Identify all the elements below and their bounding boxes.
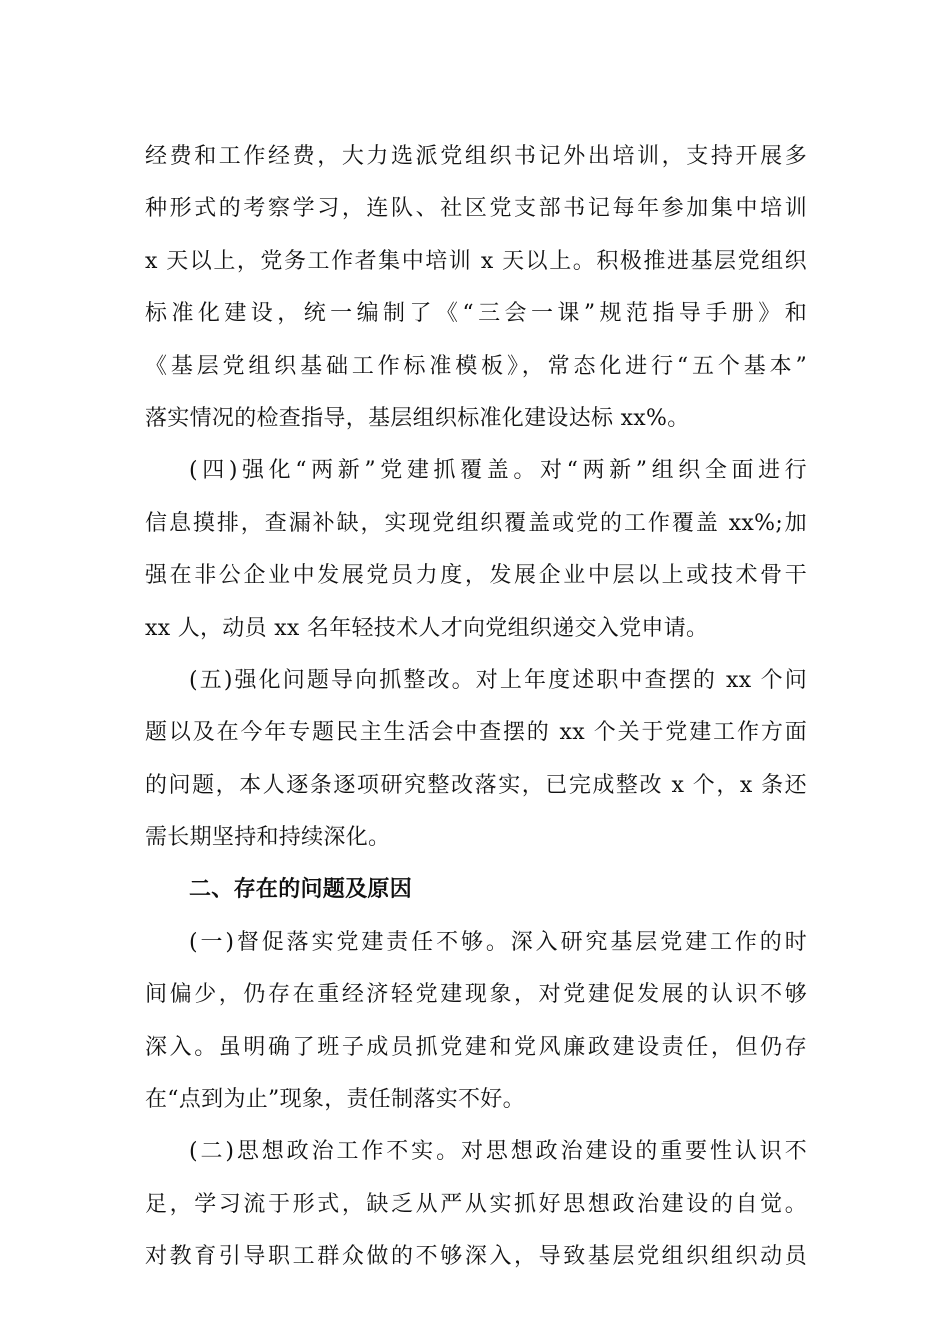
paragraph-start-line: (五)强化问题导向抓整改。对上年度述职中查摆的 xx 个问 [189,667,807,693]
text-line: 深入。虽明确了班子成员抓党建和党风廉政建设责任，但仍存 [145,1034,807,1060]
text-line: 足，学习流于形式，缺乏从严从实抓好思想政治建设的自觉。 [145,1191,807,1217]
text-line: 的问题，本人逐条逐项研究整改落实，已完成整改 x 个，x 条还 [145,772,807,798]
text-line: xx 人，动员 xx 名年轻技术人才向党组织递交入党申请。 [145,615,709,641]
section-heading: 二、存在的问题及原因 [189,877,413,903]
paragraph-start-line: (四)强化“两新”党建抓覆盖。对“两新”组织全面进行 [189,458,807,484]
text-line: 在“点到为止”现象，责任制落实不好。 [145,1087,525,1113]
paragraph-start-line: (二)思想政治工作不实。对思想政治建设的重要性认识不 [189,1139,807,1165]
text-line: 题以及在今年专题民主生活会中查摆的 xx 个关于党建工作方面 [145,720,807,746]
document-body [145,131,807,1284]
text-line: 标准化建设，统一编制了《“三会一课”规范指导手册》和 [145,301,807,327]
text-line: x 天以上，党务工作者集中培训 x 天以上。积极推进基层党组织 [145,248,807,274]
text-line: 经费和工作经费，大力选派党组织书记外出培训，支持开展多 [145,144,807,169]
text-line: 《基层党组织基础工作标准模板》，常态化进行“五个基本” [145,353,807,379]
text-line: 间偏少，仍存在重经济轻党建现象，对党建促发展的认识不够 [145,982,807,1008]
paragraph-start-line: (一)督促落实党建责任不够。深入研究基层党建工作的时 [189,929,807,955]
text-line: 落实情况的检查指导，基层组织标准化建设达标 xx%。 [145,405,690,431]
text-line: 强在非公企业中发展党员力度，发展企业中层以上或技术骨干 [145,563,807,589]
text-line: 种形式的考察学习，连队、社区党支部书记每年参加集中培训 [145,196,807,222]
text-line: 需长期坚持和持续深化。 [145,825,391,851]
text-line: 对教育引导职工群众做的不够深入，导致基层党组织组织动员 [145,1244,807,1270]
text-line: 信息摸排，查漏补缺，实现党组织覆盖或党的工作覆盖 xx%;加 [145,510,807,536]
